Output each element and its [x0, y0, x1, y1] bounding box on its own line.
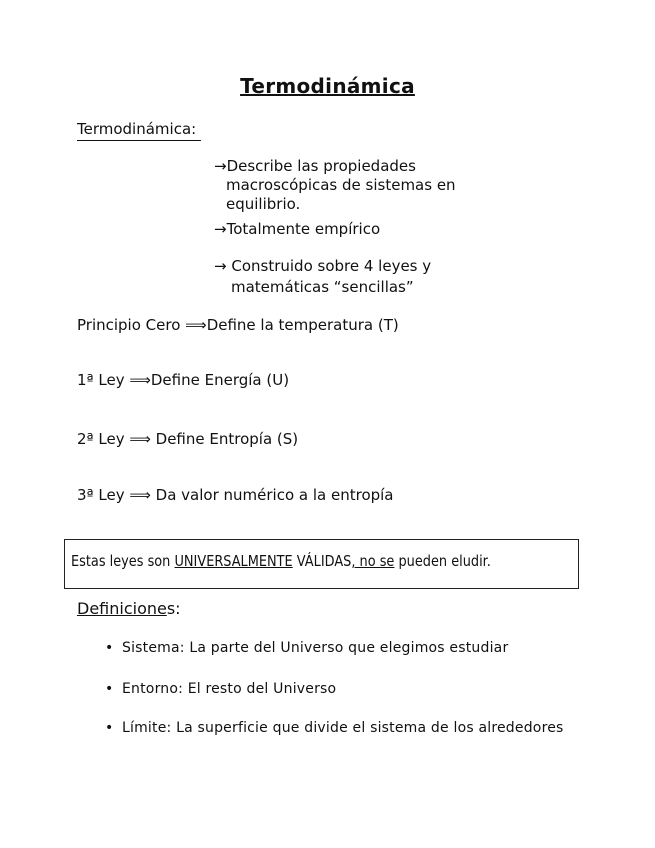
note-part: VÁLIDAS: [292, 552, 352, 570]
note-text: [71, 552, 491, 570]
description-3: [214, 257, 431, 276]
implies-arrow-icon: ⟹: [185, 316, 207, 334]
description-line: Construido sobre 4 leyes y: [231, 257, 432, 275]
bullet-icon: •: [105, 681, 114, 697]
definition-item: [105, 640, 508, 656]
arrow-right-icon: →: [214, 220, 227, 238]
law-name: 3ª Ley: [77, 486, 125, 504]
definition-item: [105, 681, 336, 697]
law-text: Da valor numérico a la entropía: [155, 486, 394, 504]
arrow-right-icon: →: [214, 257, 227, 275]
bullet-icon: •: [105, 640, 114, 656]
note-part: Estas leyes son: [71, 552, 175, 570]
definition-text: Entorno: El resto del Universo: [122, 681, 337, 697]
description-line: Describe las propiedades: [226, 157, 416, 175]
law-text: Define Entropía (S): [155, 430, 299, 448]
note-box: [64, 539, 579, 589]
implies-arrow-icon: ⟹: [129, 371, 151, 389]
description-line: matemáticas “sencillas”: [231, 278, 414, 296]
law-row: [77, 316, 399, 334]
description-line: Totalmente empírico: [226, 220, 381, 238]
description-1: [214, 157, 416, 176]
law-name: 1ª Ley: [77, 371, 125, 389]
law-text: Define Energía (U): [150, 371, 290, 389]
page-title: Termodinámica: [240, 74, 415, 98]
description-line: macroscópicas de sistemas en: [226, 176, 456, 194]
note-emphasis: UNIVERSALMENTE: [174, 552, 293, 570]
law-row: [77, 430, 298, 448]
description-2: [214, 220, 380, 239]
note-emphasis: , no se: [351, 552, 395, 570]
definitions-heading-rest: s:: [166, 599, 181, 618]
law-text: Define la temperatura (T): [206, 316, 399, 334]
section-underline: [77, 140, 201, 141]
law-name: 2ª Ley: [77, 430, 125, 448]
definition-item: [105, 720, 564, 736]
definition-text: Límite: La superficie que divide el sistema de los alrededores: [122, 720, 564, 736]
arrow-right-icon: →: [214, 157, 227, 175]
section-label: Termodinámica:: [77, 120, 197, 138]
definitions-heading-underlined: Definicione: [77, 599, 167, 618]
definitions-heading: [77, 599, 181, 618]
law-row: [77, 486, 394, 504]
law-row: [77, 371, 289, 389]
description-line: equilibrio.: [226, 195, 301, 213]
law-name: Principio Cero: [77, 316, 181, 334]
note-part: pueden eludir.: [394, 552, 491, 570]
implies-arrow-icon: ⟹: [129, 430, 151, 448]
implies-arrow-icon: ⟹: [129, 486, 151, 504]
bullet-icon: •: [105, 720, 114, 736]
definition-text: Sistema: La parte del Universo que elegimos estudiar: [122, 640, 509, 656]
